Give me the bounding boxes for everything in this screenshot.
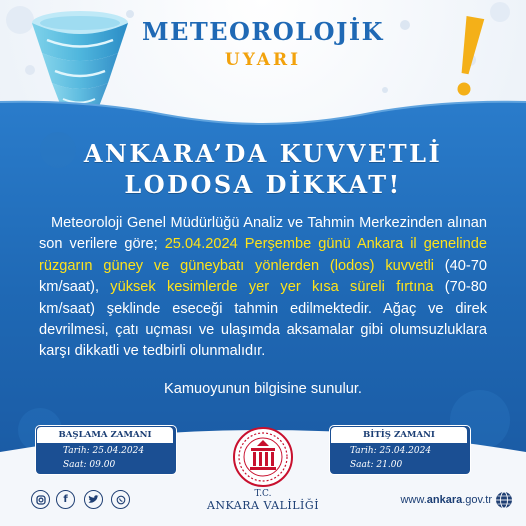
body-segment: Meteoroloji Genel Müdürlüğü Analiz ve Tahmin Merkezinden alınan son verilere göre; xyxy=(39,215,487,253)
body-highlight: yüksek kesimlerde yer yer kısa süreli fırtına xyxy=(110,279,434,296)
headline-line1: ANKARA’DA KUVVETLİ xyxy=(83,139,443,168)
website-domain: ankara xyxy=(426,494,463,506)
start-time: Saat: 09.00 xyxy=(63,460,116,470)
website-link[interactable] xyxy=(400,494,492,506)
valilik-emblem xyxy=(232,426,294,488)
website-prefix: www. xyxy=(400,494,427,506)
end-card-title: BİTİŞ ZAMANI xyxy=(331,427,467,443)
start-date: Tarih: 25.04.2024 xyxy=(63,446,145,456)
body-segment: (70-80 km/saat) şeklinde eseceği tahmin edilmektedir. Ağaç ve direk devrilmesi, çatı uçması ve ulaşımda aksamalar gibi olumsuzluklara karşı dikkatli ve tedbirli olunmalıdır. xyxy=(39,279,487,360)
end-time: Saat: 21.00 xyxy=(350,460,403,470)
org-line1: T.C. xyxy=(254,489,272,499)
globe-icon xyxy=(495,491,513,509)
headline-line2: LODOSA DİKKAT! xyxy=(124,170,402,199)
org-name: ANKARA VALİLİĞİ xyxy=(206,499,320,512)
body-highlight: 25.04.2024 Perşembe günü Ankara il genelinde rüzgarın güney ve güneybatı yönlerden (lodos) kuvvetli xyxy=(39,236,487,274)
end-date: Tarih: 25.04.2024 xyxy=(350,446,432,456)
start-card-title: BAŞLAMA ZAMANI xyxy=(37,427,173,443)
body-segment: (40-70 km/saat), xyxy=(39,257,487,296)
website-suffix: .gov.tr xyxy=(462,494,492,506)
facebook-icon[interactable]: f xyxy=(56,490,75,509)
closing-statement: Kamuoyunun bilgisine sunulur. xyxy=(164,381,362,397)
header-subtitle: UYARI xyxy=(224,50,302,70)
header-title: METEOROLOJİK xyxy=(142,17,384,46)
warning-body xyxy=(39,213,487,363)
